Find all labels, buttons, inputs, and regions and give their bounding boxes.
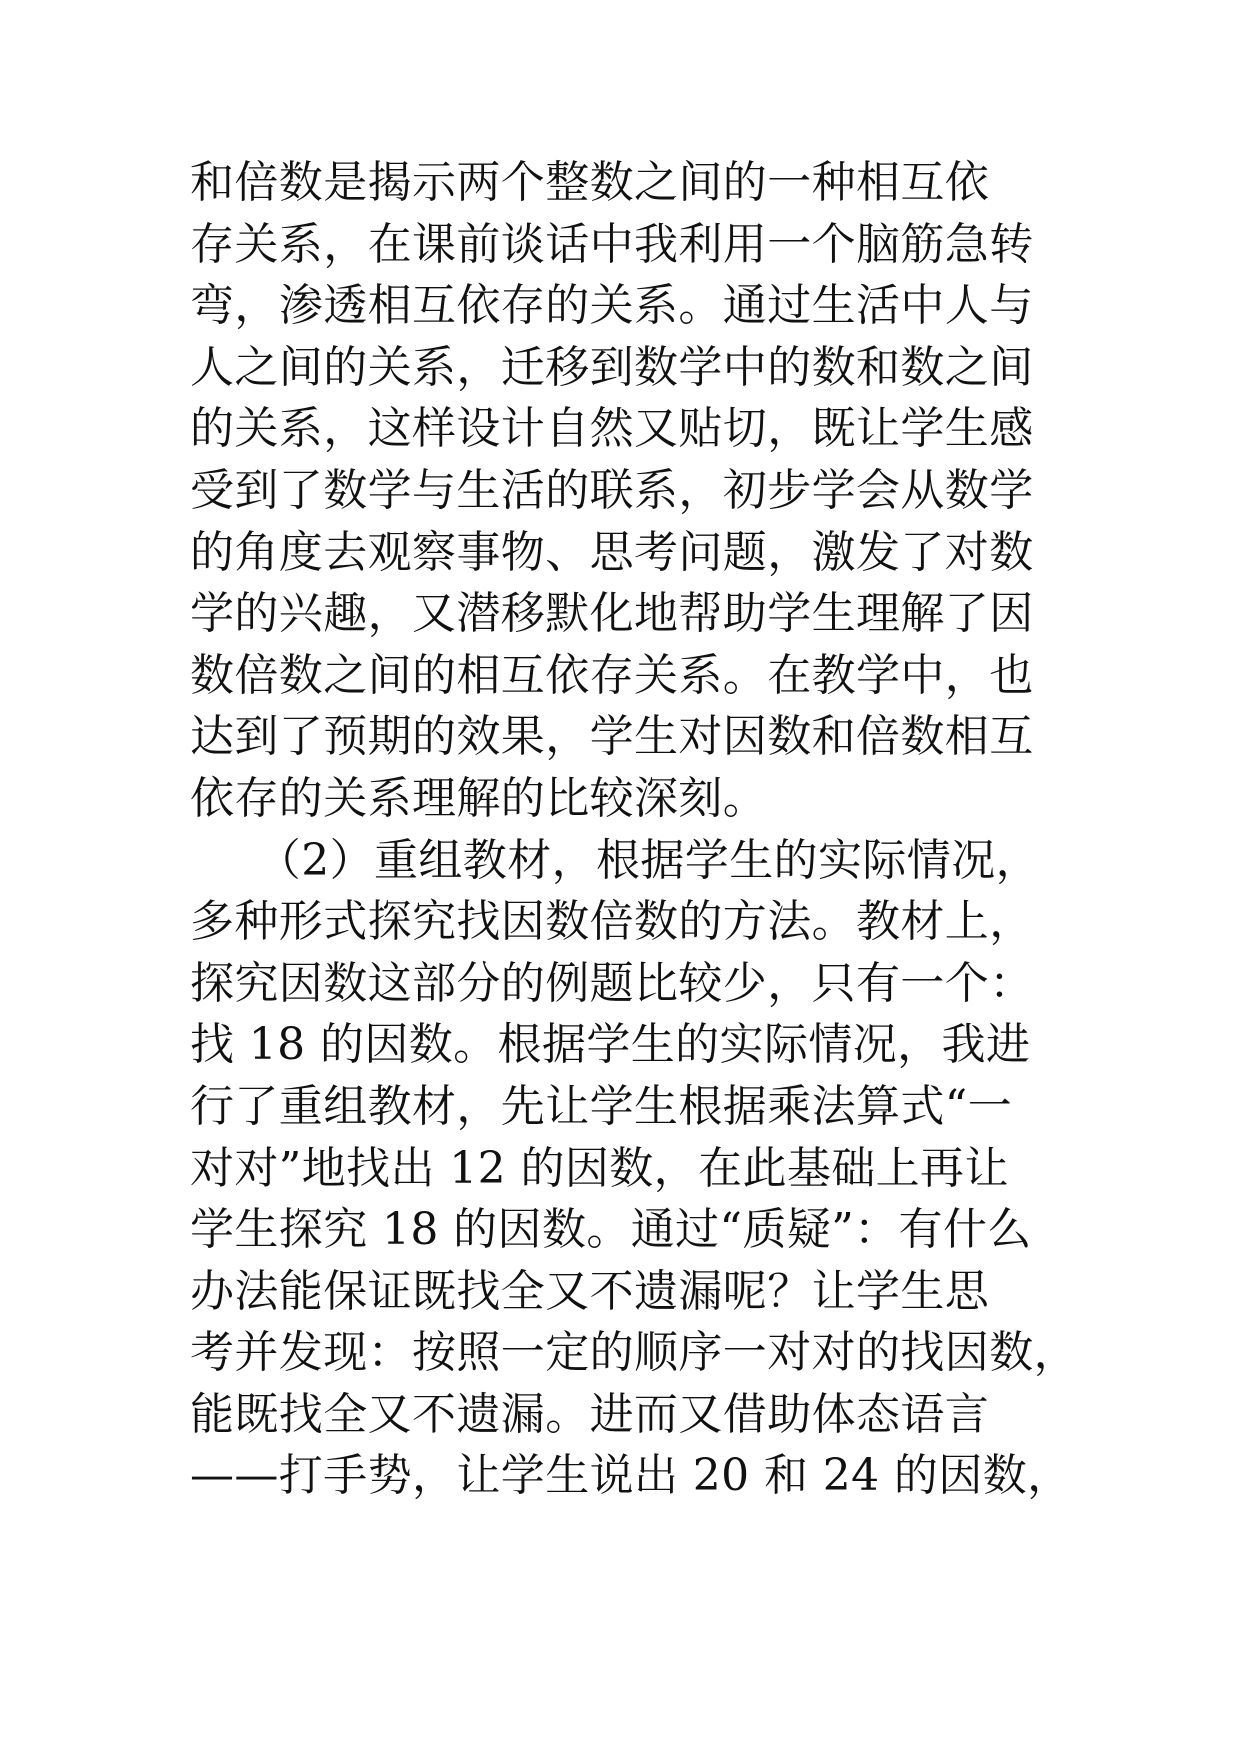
text-line: 数倍数之间的相互依存关系。在教学中，也 xyxy=(190,649,1034,701)
text-line: 探究因数这部分的例题比较少，只有一个： xyxy=(190,957,1034,1009)
text-line: 依存的关系理解的比较深刻。 xyxy=(190,772,768,824)
text-line: 学的兴趣，又潜移默化地帮助学生理解了因 xyxy=(190,588,1034,640)
text-line: 的角度去观察事物、思考问题，激发了对数 xyxy=(190,526,1034,578)
text-line: 能既找全又不遗漏。进而又借助体态语言 xyxy=(190,1388,990,1440)
text-line: 办法能保证既找全又不遗漏呢？让学生思 xyxy=(190,1265,990,1317)
text-line: ——打手势，让学生说出 20 和 24 的因数， xyxy=(190,1450,1072,1502)
text-line: 考并发现：按照一定的顺序一对对的找因数， xyxy=(190,1327,1078,1379)
text-line: 和倍数是揭示两个整数之间的一种相互依 xyxy=(190,157,990,208)
text-line: 多种形式探究找因数倍数的方法。教材上， xyxy=(190,896,1034,948)
text-line: 存关系，在课前谈话中我利用一个脑筋急转 xyxy=(190,218,1034,270)
text-line: 行了重组教材，先让学生根据乘法算式“一 xyxy=(190,1080,1013,1132)
text-line: 的关系，这样设计自然又贴切，既让学生感 xyxy=(190,403,1034,455)
text-line: 学生探究 18 的因数。通过“质疑”：有什么 xyxy=(190,1204,1032,1256)
paragraph-start-line: （2）重组教材，根据学生的实际情况， xyxy=(190,834,1040,886)
text-line: 对对”地找出 12 的因数，在此基础上再让 xyxy=(190,1142,1009,1194)
body-text xyxy=(190,152,1090,1507)
text-line: 达到了预期的效果，学生对因数和倍数相互 xyxy=(190,711,1034,763)
text-line: 人之间的关系，迁移到数学中的数和数之间 xyxy=(190,341,1034,393)
text-line: 弯，渗透相互依存的关系。通过生活中人与 xyxy=(190,280,1034,332)
text-line: 受到了数学与生活的联系，初步学会从数学 xyxy=(190,464,1034,516)
text-line: 找 18 的因数。根据学生的实际情况，我进 xyxy=(190,1019,1031,1071)
